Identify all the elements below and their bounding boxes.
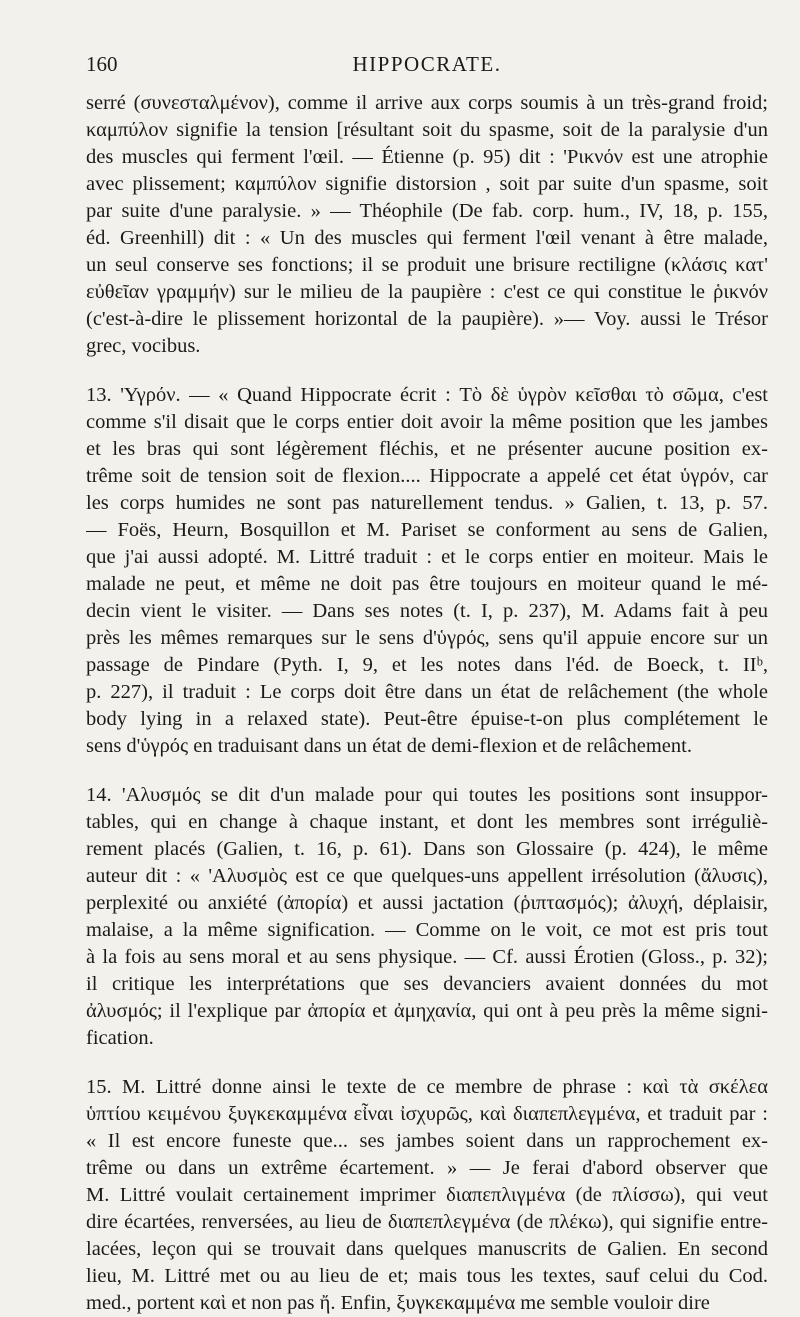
- body-text: [86, 90, 768, 1317]
- note-15: [86, 1074, 768, 1317]
- text-line: à la fois au sens moral et au sens physique. — Cf. aussi Érotien (Gloss., p. 32);: [86, 946, 768, 968]
- text-line: lieu, M. Littré met ou au lieu de et; mais tous les textes, sauf celui du Cod.: [86, 1265, 768, 1287]
- text-line: rement placés (Galien, t. 16, p. 61). Dans son Glossaire (p. 424), le même: [86, 838, 768, 860]
- text-line: auteur dit : « 'Αλυσμὸς est ce que quelques-uns appellent irrésolution (ἄλυσις),: [86, 865, 768, 887]
- text-line: avec plissement; καμπύλον signifie distorsion , soit par suite d'un spasme, soit: [86, 173, 768, 195]
- text-line: un seul conserve ses fonctions; il se produit une brisure rectiligne (κλάσις κατ': [86, 254, 768, 276]
- text-line: dire écartées, renversées, au lieu de διαπεπλεγμένα (de πλέκω), qui signifie entre-: [86, 1211, 768, 1233]
- text-line: fication.: [86, 1027, 154, 1049]
- text-line: ἀλυσμός; il l'explique par ἀπορία et ἀμηχανία, qui ont à peu près la même signi-: [86, 1000, 768, 1022]
- text-line: εὐθεῖαν γραμμήν) sur le milieu de la paupière : c'est ce qui constitue le ῥικνόν: [86, 281, 768, 303]
- text-line: « Il est encore funeste que... ses jambes soient dans un rapprochement ex-: [86, 1130, 768, 1152]
- text-line: comme s'il disait que le corps entier doit avoir la même position que les jambes: [86, 411, 768, 433]
- text-line: sens d'ὑγρός en traduisant dans un état de demi-flexion et de relâchement.: [86, 735, 692, 757]
- text-line: les corps humides ne sont pas naturellement tendus. » Galien, t. 13, p. 57.: [86, 492, 768, 514]
- page-header: [86, 52, 768, 82]
- text-line: M. Littré voulait certainement imprimer διαπεπλιγμένα (de πλίσσω), qui veut: [86, 1184, 768, 1206]
- text-line: decin vient le visiter. — Dans ses notes (t. I, p. 237), M. Adams fait à peu: [86, 600, 768, 622]
- text-line: malaise, a la même signification. — Comme on le voit, ce mot est pris tout: [86, 919, 768, 941]
- text-line: des muscles qui ferment l'œil. — Étienne (p. 95) dit : 'Ρικνόν est une atrophie: [86, 146, 768, 168]
- text-line: passage de Pindare (Pyth. I, 9, et les notes dans l'éd. de Boeck, t. IIᵇ,: [86, 654, 768, 676]
- paragraph-continuation: [86, 90, 768, 360]
- text-line: perplexité ou anxiété (ἀπορία) et aussi jactation (ῥιπτασμός); ἀλυχή, déplaisir,: [86, 892, 768, 914]
- text-line: près les mêmes remarques sur le sens d'ὑγρός, sens qu'il appuie encore sur un: [86, 627, 768, 649]
- text-line: body lying in a relaxed state). Peut-être épuise-t-on plus complétement le: [86, 708, 768, 730]
- text-line: que j'ai aussi adopté. M. Littré traduit : et le corps entier en moiteur. Mais le: [86, 546, 768, 568]
- note-13: [86, 382, 768, 760]
- text-line: éd. Greenhill) dit : « Un des muscles qui ferment l'œil venant à être malade,: [86, 227, 768, 249]
- text-line: lacées, leçon qui se trouvait dans quelques manuscrits de Galien. En second: [86, 1238, 768, 1260]
- note-14: [86, 782, 768, 1052]
- text-line: par suite d'une paralysie. » — Théophile (De fab. corp. hum., IV, 18, p. 155,: [86, 200, 768, 222]
- text-line: malade ne peut, et même ne doit pas être toujours en moiteur quand le mé-: [86, 573, 768, 595]
- running-head: HIPPOCRATE.: [352, 52, 502, 76]
- text-line: 15. M. Littré donne ainsi le texte de ce membre de phrase : καὶ τὰ σκέλεα: [86, 1076, 768, 1098]
- text-line: tables, qui en change à chaque instant, et dont les membres sont irréguliè-: [86, 811, 768, 833]
- text-line: 13. 'Υγρόν. — « Quand Hippocrate écrit : Τὸ δὲ ὑγρὸν κεῖσθαι τὸ σῶμα, c'est: [86, 384, 768, 406]
- text-line: trême ou dans un extrême écartement. » — Je ferai d'abord observer que: [86, 1157, 768, 1179]
- text-line: 14. 'Αλυσμός se dit d'un malade pour qui toutes les positions sont insuppor-: [86, 784, 768, 806]
- text-line: καμπύλον signifie la tension [résultant soit du spasme, soit de la paralysie d'un: [86, 119, 768, 141]
- text-line: med., portent καὶ et non pas ἤ. Enfin, ξυγκεκαμμένα me semble vouloir dire: [86, 1292, 710, 1314]
- text-line: trême soit de tension soit de flexion.... Hippocrate a appelé cet état ὑγρόν, car: [86, 465, 768, 487]
- text-line: et les bras qui sont légèrement fléchis, et ne présenter aucune position ex-: [86, 438, 768, 460]
- page-number: 160: [86, 52, 118, 76]
- text-line: p. 227), il traduit : Le corps doit être dans un état de relâchement (the whole: [86, 681, 768, 703]
- text-line: (c'est-à-dire le plissement horizontal de la paupière). »— Voy. aussi le Trésor: [86, 308, 768, 330]
- text-line: il critique les interprétations que ses devanciers avaient données du mot: [86, 973, 768, 995]
- text-line: serré (συνεσταλμένον), comme il arrive aux corps soumis à un très-grand froid;: [86, 92, 768, 114]
- text-line: grec, vocibus.: [86, 335, 201, 357]
- text-line: — Foës, Heurn, Bosquillon et M. Pariset se conforment au sens de Galien,: [86, 519, 768, 541]
- text-line: ὑπτίου κειμένου ξυγκεκαμμένα εἶναι ἰσχυρῶς, καὶ διαπεπλεγμένα, et traduit par :: [86, 1103, 768, 1125]
